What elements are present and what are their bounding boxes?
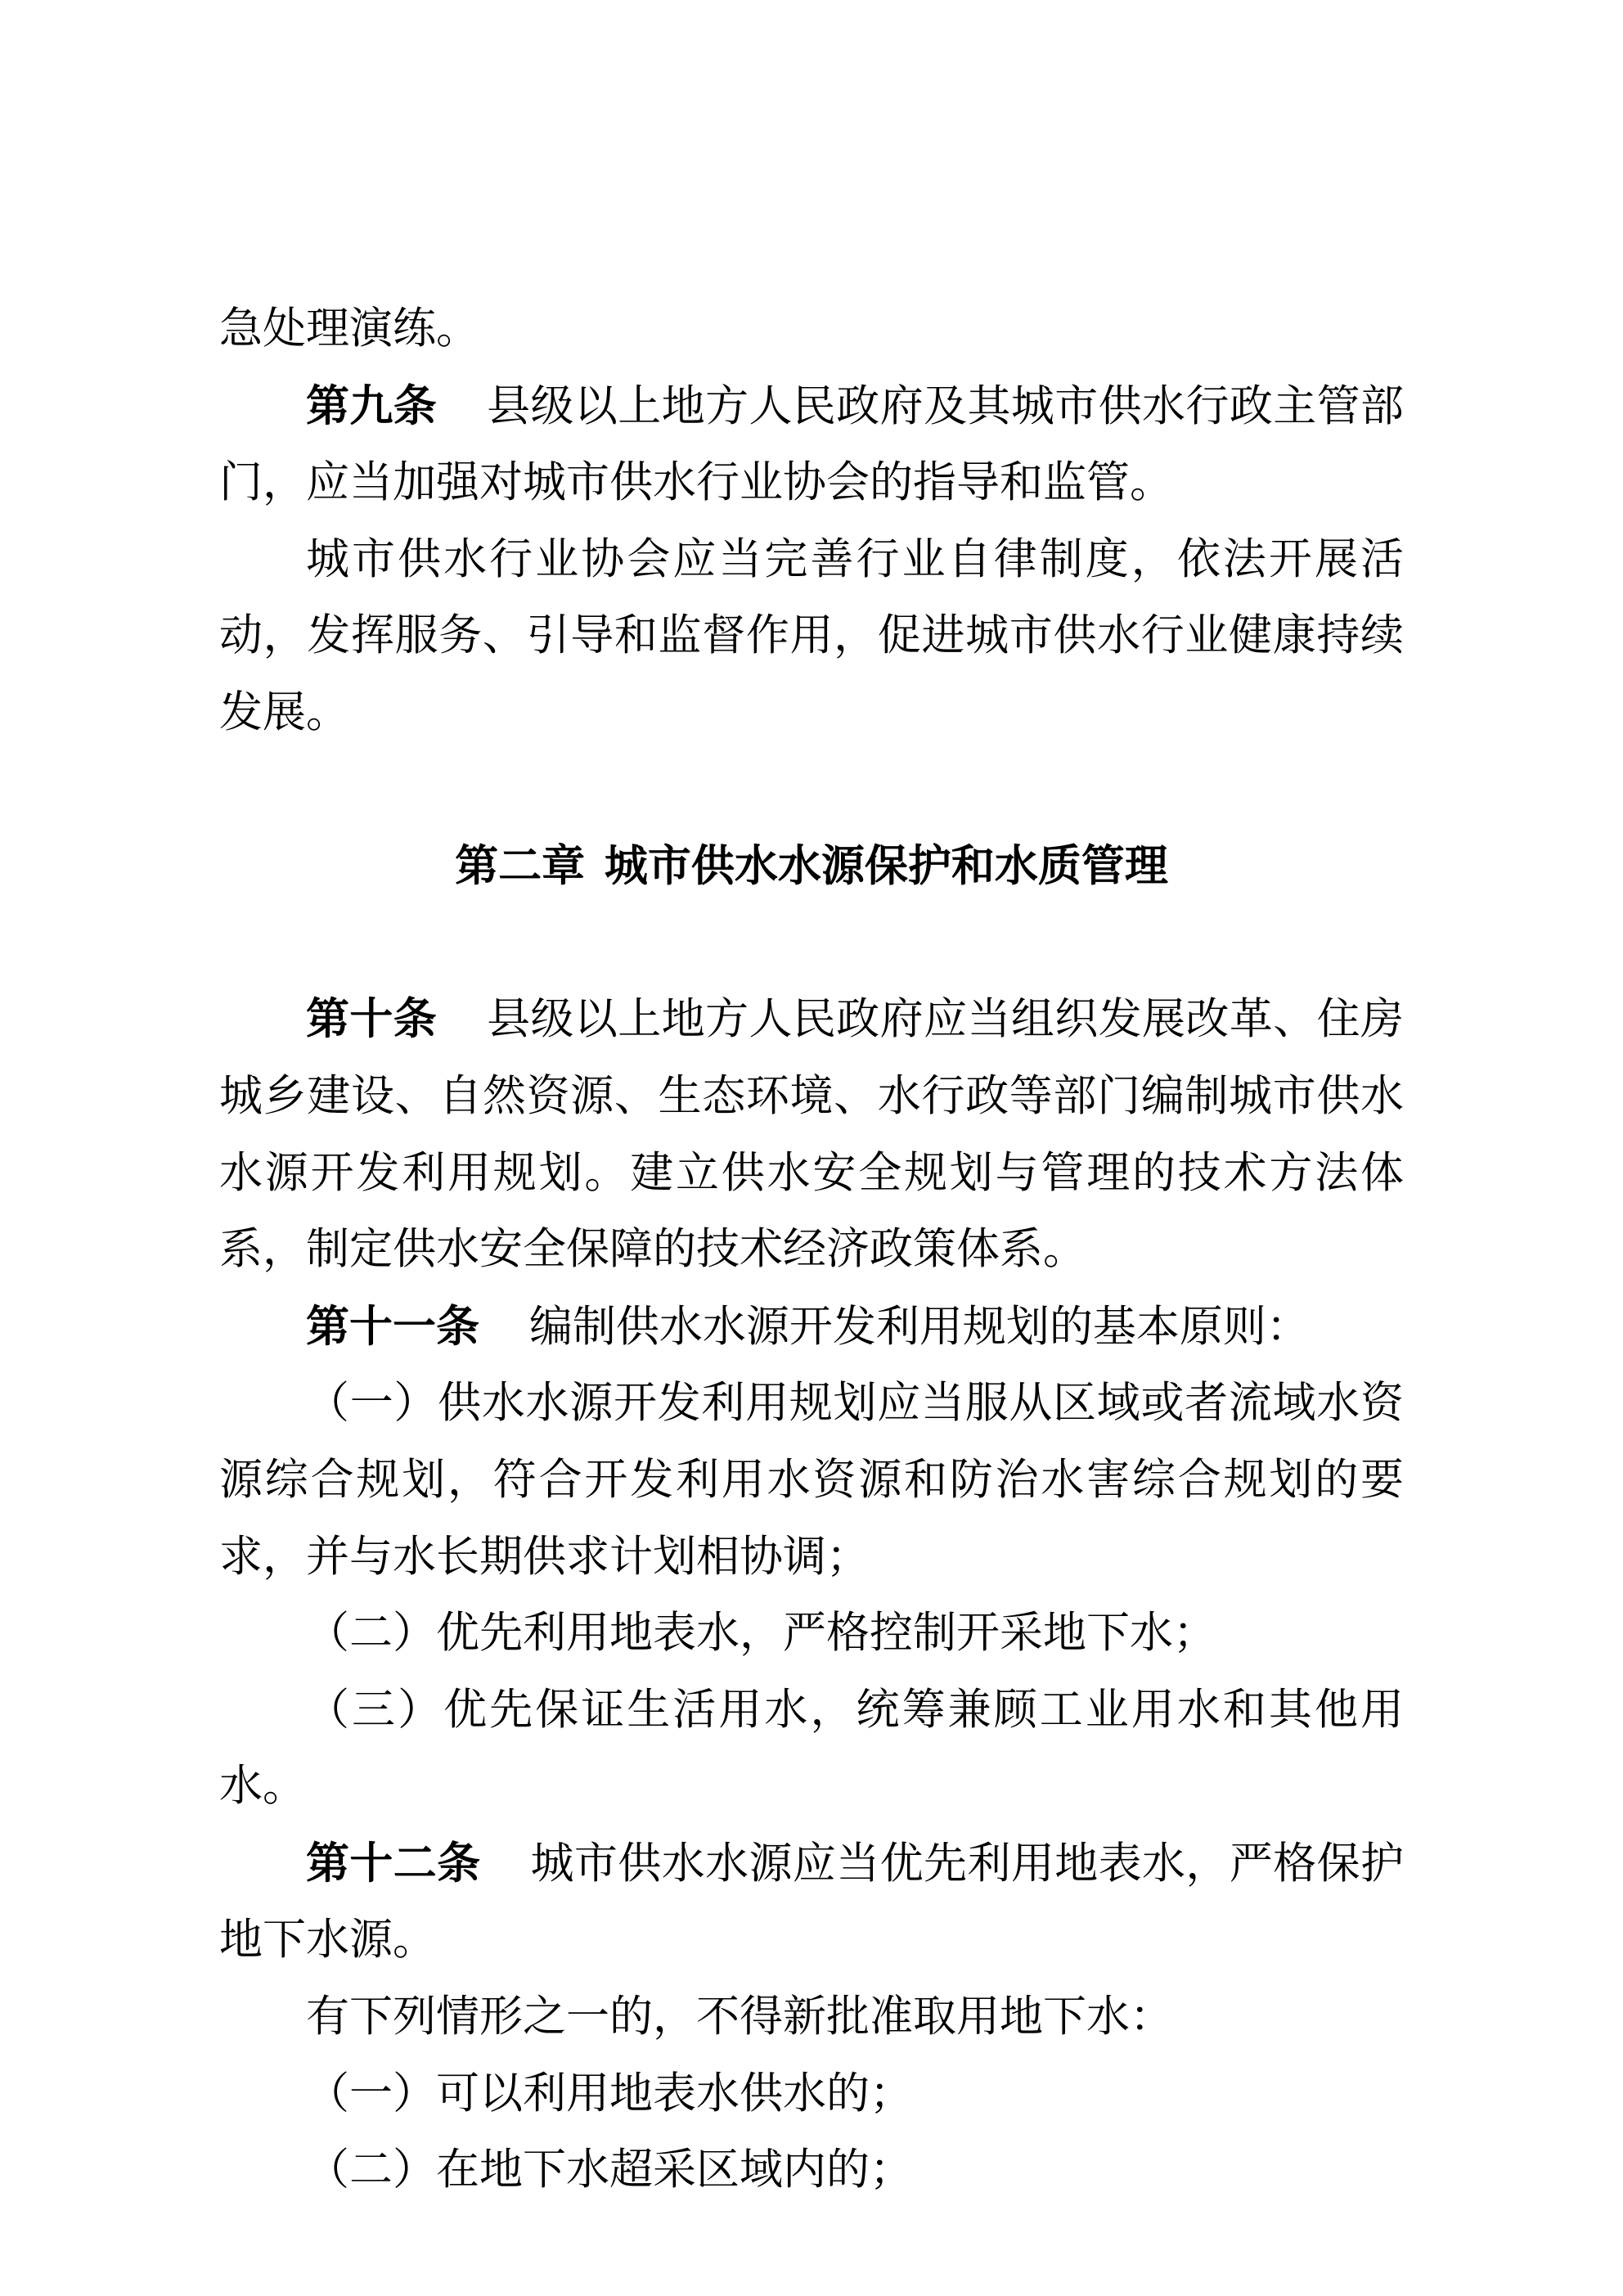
article-11-text: 编制供水水源开发利用规划的基本原则： [528,1303,1310,1351]
paragraph-groundwater-intro-text: 有下列情形之一的，不得新批准取用地下水： [306,1993,1173,2042]
article-12-text: 城市供水水源应当优先利用地表水，严格保护地下水源。 [219,1839,1405,1965]
list-item-3-planning-principles-text: （三）优先保证生活用水，统筹兼顾工业用水和其他用水。 [219,1686,1404,1811]
chapter-2-heading [219,828,1404,905]
article-11-label: 第十一条 [306,1302,479,1351]
paragraph-article-12 [219,1826,1404,1979]
article-9-label: 第九条 [306,381,438,430]
paragraph-association-duty-text: 城市供水行业协会应当完善行业自律制度，依法开展活动，发挥服务、引导和监督作用，促进城市供水行业健康持续发展。 [219,535,1404,736]
list-item-2-planning-principles [219,1596,1404,1672]
chapter-2-title: 城市供水水源保护和水质管理 [604,842,1168,891]
article-10-label: 第十条 [306,995,438,1044]
paragraph-article-10 [219,981,1404,1288]
paragraph-continuation-text: 急处理演练。 [219,305,479,353]
article-12-label: 第十二条 [306,1839,481,1888]
list-item-1-groundwater-text: （一）可以利用地表水供水的； [306,2069,913,2118]
list-item-1-planning-principles [219,1366,1404,1596]
article-9-text: 县级以上地方人民政府及其城市供水行政主管部门，应当加强对城市供水行业协会的指导和监管。 [219,382,1405,507]
list-item-1-planning-principles-text: （一）供水水源开发利用规划应当服从区域或者流域水资源综合规划，符合开发利用水资源和防治水害综合规划的要求，并与水长期供求计划相协调； [219,1380,1404,1581]
chapter-2-number: 第二章 [455,842,586,891]
list-item-2-groundwater-text: （二）在地下水超采区域内的； [306,2146,913,2195]
paragraph-continuation [219,291,1404,368]
paragraph-association-duty [219,522,1404,752]
paragraph-article-9 [219,368,1404,522]
article-10-text: 县级以上地方人民政府应当组织发展改革、住房城乡建设、自然资源、生态环境、水行政等部门编制城市供水水源开发利用规划。建立供水安全规划与管理的技术方法体系，制定供水安全保障的技术经济政策体系。 [219,996,1405,1274]
list-item-3-planning-principles [219,1672,1404,1826]
list-item-2-planning-principles-text: （二）优先利用地表水，严格控制开采地下水； [306,1609,1216,1658]
list-item-2-groundwater [219,2132,1404,2209]
paragraph-article-11 [219,1289,1404,1366]
paragraph-groundwater-intro [219,1979,1404,2056]
list-item-1-groundwater [219,2056,1404,2133]
